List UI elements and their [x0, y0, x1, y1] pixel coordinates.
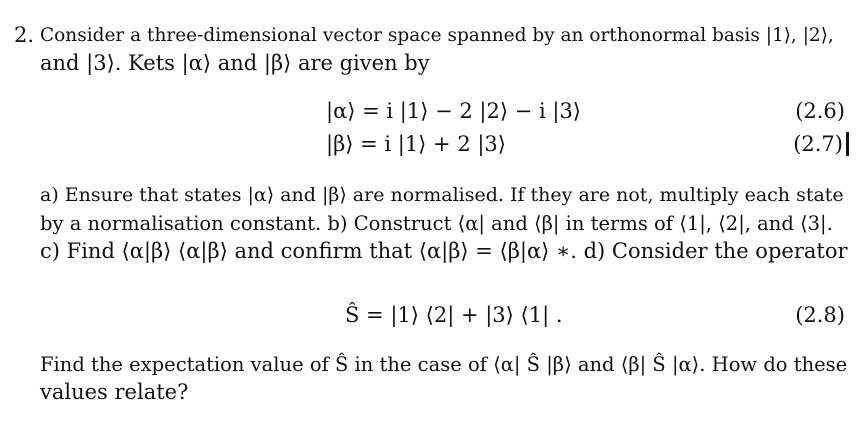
final-line-2: values relate?: [40, 380, 189, 404]
problem-number: 2.: [14, 23, 35, 47]
final-line-1: Find the expectation value of Ŝ in the case of ⟨α| Ŝ |β⟩ and ⟨β| Ŝ |α⟩. How do these: [40, 353, 848, 376]
equation-alpha: |α⟩ = i |1⟩ − 2 |2⟩ − i |3⟩: [326, 99, 581, 123]
equation-label-2-8: (2.8): [795, 303, 845, 327]
intro-line-2: and |3⟩. Kets |α⟩ and |β⟩ are given by: [40, 51, 430, 75]
equation-beta: |β⟩ = i |1⟩ + 2 |3⟩: [326, 132, 506, 156]
equation-label-2-7: (2.7): [793, 132, 843, 156]
equation-label-2-6: (2.6): [795, 99, 845, 123]
paragraph-line-2: by a normalisation constant. b) Construct ⟨α| and ⟨β| in terms of ⟨1|, ⟨2|, and ⟨3|.: [40, 212, 833, 235]
operator-equation: Ŝ = |1⟩ ⟨2| + |3⟩ ⟨1| .: [345, 303, 563, 327]
paragraph-line-1: a) Ensure that states |α⟩ and |β⟩ are normalised. If they are not, multiply each state: [40, 184, 844, 206]
intro-line-1: Consider a three-dimensional vector space spanned by an orthonormal basis |1⟩, |2⟩,: [40, 25, 834, 46]
paragraph-line-3: c) Find ⟨α|β⟩ ⟨α|β⟩ and confirm that ⟨α|β⟩ = ⟨β|α⟩ ∗. d) Consider the operator: [40, 239, 848, 263]
text-cursor: [846, 132, 849, 156]
